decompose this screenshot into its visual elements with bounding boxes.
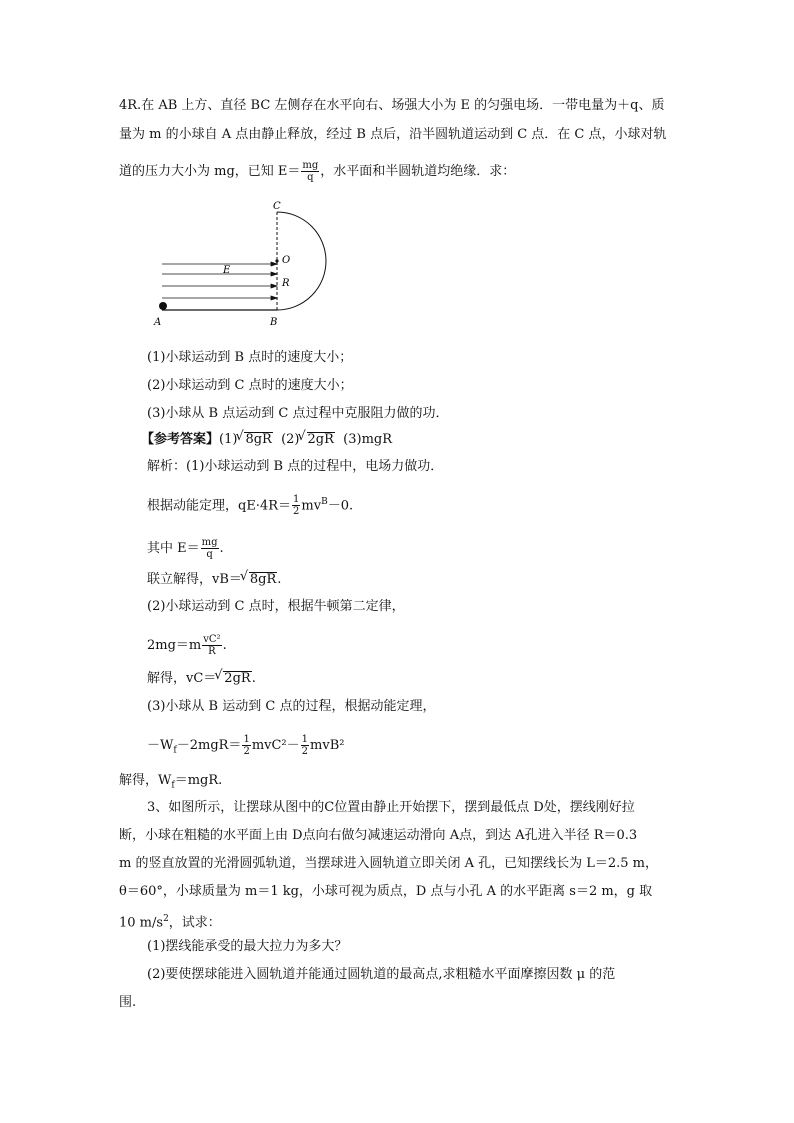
problem2-question-2: (2)小球运动到 C 点时的速度大小； <box>147 378 353 393</box>
field-track-figure <box>150 198 340 333</box>
solution-intro: 解析：(1)小球运动到 B 点的过程中，电场力做功． <box>147 459 444 474</box>
field-lines <box>162 262 277 300</box>
label-o: O <box>282 255 291 266</box>
problem3-line4: θ＝60°，小球质量为 m＝1 kg，小球可视为质点，D 点与小孔 A 的水平距离 s＝2 m，g 取 <box>119 884 653 899</box>
solution-part3-intro: (3)小球从 B 运动到 C 点的过程，根据动能定理， <box>147 699 436 714</box>
label-b: B <box>270 317 278 328</box>
problem3-line3: m 的竖直放置的光滑圆弧轨道，当摆球进入圆轨道立即关闭 A 孔，已知摆线长为 L＝2.5 m， <box>119 856 659 871</box>
problem3-question-2-cont: 围. <box>119 995 137 1010</box>
ball-at-a <box>159 302 167 310</box>
solution-energy-theorem: 根据动能定理，qE·4R＝ $\frac{1}{2}$ $mv^B-0$. <box>147 494 354 518</box>
problem3-question-1: (1)摆线能承受的最大拉力为多大？ <box>147 939 348 954</box>
answer-label: 【参考答案】 <box>141 432 220 447</box>
problem3-line1: 3、如图所示，让摆球从图中的C位置由静止开始摆下，摆到最低点 D处，摆线刚好拉 <box>147 800 635 815</box>
label-c: C <box>273 201 281 212</box>
problem2-question-3: (3)小球从 B 点运动到 C 点过程中克服阻力做的功． <box>147 406 449 421</box>
solution-vc: 解得，vC＝√ 2gR. <box>147 670 256 688</box>
fraction-mg-over-q: $\frac{mg}{q}$ <box>302 160 319 183</box>
problem3-line5: 10 $m/s^2$，试求： <box>119 914 221 931</box>
problem2-question-1: (1)小球运动到 B 点时的速度大小； <box>147 350 353 365</box>
solution-newton: 2mg＝m $\frac{\text{vC²}}{R}$ . <box>147 634 227 657</box>
problem3-line2: 断，小球在粗糙的水平面上由 D点向右做匀减速运动滑向 A点，到达 A孔进入半径 R＝0.3 <box>119 828 638 843</box>
solution-part2-intro: (2)小球运动到 C 点时，根据牛顿第二定律， <box>147 599 405 614</box>
center-o-dot <box>275 259 278 262</box>
solution-work-equation: $-W_f-2mgR=$ $\frac{1}{2}$ mvC²－ $\frac{1}{2}$ mvB² <box>147 734 345 757</box>
answer-2-root: √ 2gR <box>307 432 335 447</box>
reference-answer: 【参考答案】(1)√ 8gR (2)√ 2gR (3)mgR <box>141 431 392 449</box>
problem2-line2: 量为 m 的小球自 A 点由静止释放，经过 B 点后，沿半圆轨道运动到 C 点．在 C 点，小球对轨 <box>119 127 667 142</box>
problem3-question-2: (2)要使摆球能进入圆轨道并能通过圆轨道的最高点,求粗糙水平面摩擦因数 μ 的范 <box>147 967 616 982</box>
problem2-line3: 道的压力大小为 mg，已知 E＝ $\frac{mg}{q}$ ，水平面和半圆轨道均绝缘．求： <box>119 160 516 183</box>
answer-1-root: √ 8gR <box>244 432 272 447</box>
solution-final: 解得，$W_f=mgR$. <box>119 773 223 791</box>
label-r: R <box>282 278 290 289</box>
solution-where-e: 其中 E＝ $\frac{mg}{q}$ . <box>147 537 224 560</box>
label-a: A <box>154 317 162 328</box>
solution-vb: 联立解得，vB＝√ 8gR. <box>147 571 281 589</box>
label-e: E <box>223 265 231 276</box>
problem2-line1: 4R.在 AB 上方、直径 BC 左侧存在水平向右、场强大小为 E 的匀强电场．一带电量为＋q、质 <box>119 98 665 113</box>
